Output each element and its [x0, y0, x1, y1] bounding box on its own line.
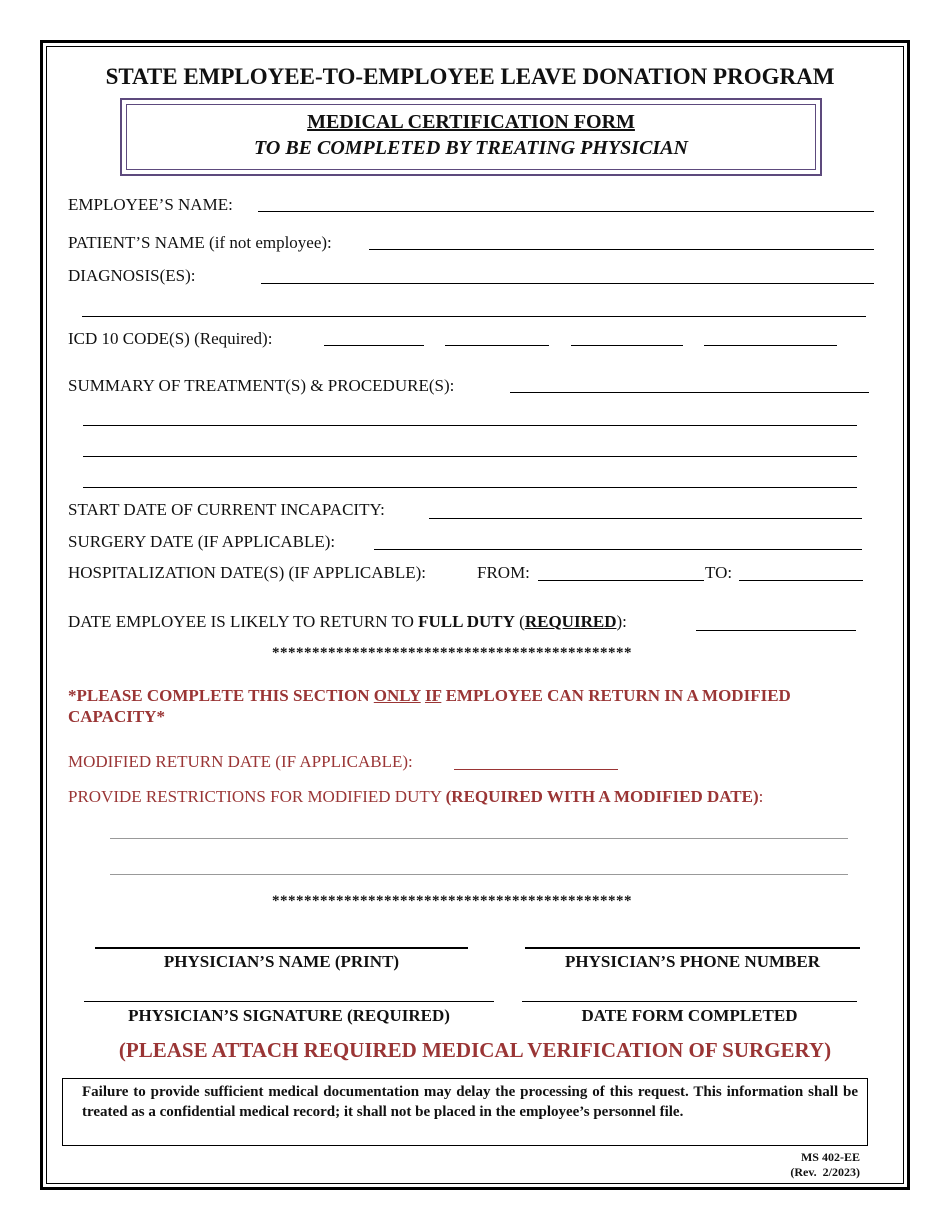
summary-label: SUMMARY OF TREATMENT(S) & PROCEDURE(S): [68, 376, 455, 395]
start-date-field[interactable] [429, 518, 862, 519]
form-number-block [790, 1150, 860, 1180]
date-completed-label: DATE FORM COMPLETED [581, 1006, 798, 1025]
employee-name-field[interactable] [258, 211, 874, 212]
physician-phone-field[interactable] [525, 947, 860, 949]
icd-code-field-2[interactable] [445, 345, 549, 346]
diagnosis-field-line-2[interactable] [82, 316, 866, 317]
separator-2: ********************************************* [272, 893, 632, 909]
physician-phone-label: PHYSICIAN’S PHONE NUMBER [564, 952, 821, 971]
physician-signature-field[interactable] [84, 1001, 494, 1002]
patient-name-label: PATIENT’S NAME (if not employee): [68, 233, 332, 252]
full-duty-return-field[interactable] [696, 630, 856, 631]
modified-note-text-2: EMPLOYEE CAN RETURN IN A MODIFIED [441, 686, 791, 705]
restrictions-colon: : [758, 787, 764, 806]
hospitalization-from-label: FROM: [477, 563, 530, 582]
separator-1: ********************************************* [272, 645, 632, 661]
restrictions-field-line-1[interactable] [110, 838, 848, 839]
modified-note-only: ONLY [373, 686, 421, 705]
physician-name-field[interactable] [95, 947, 468, 949]
modified-note-if: IF [424, 686, 442, 705]
summary-field[interactable] [510, 392, 869, 393]
modified-note-line-2: CAPACITY* [68, 707, 165, 726]
attach-notice: (PLEASE ATTACH REQUIRED MEDICAL VERIFICATION OF SURGERY) [118, 1038, 832, 1062]
date-completed-field[interactable] [522, 1001, 857, 1002]
physician-signature-label: PHYSICIAN’S SIGNATURE (REQUIRED) [128, 1006, 450, 1025]
restrictions-prefix: PROVIDE RESTRICTIONS FOR MODIFIED DUTY [68, 787, 446, 806]
full-duty-return-label [68, 612, 627, 632]
summary-field-line-2[interactable] [83, 425, 857, 426]
hospitalization-from-field[interactable] [538, 580, 704, 581]
patient-name-field[interactable] [369, 249, 874, 250]
hospitalization-label: HOSPITALIZATION DATE(S) (IF APPLICABLE): [68, 563, 426, 582]
disclaimer-text: Failure to provide sufficient medical documentation may delay the processing of this request. This information shall be treated as a confidential medical record; it shall not be placed in the employee’s personnel file. [82, 1084, 858, 1120]
form-revision: (Rev. 2/2023) [790, 1165, 860, 1179]
diagnosis-label: DIAGNOSIS(ES): [68, 266, 196, 285]
form-instruction: TO BE COMPLETED BY TREATING PHYSICIAN [254, 137, 688, 159]
start-date-label: START DATE OF CURRENT INCAPACITY: [68, 500, 385, 519]
diagnosis-field[interactable] [261, 283, 874, 284]
summary-field-line-4[interactable] [83, 487, 857, 488]
icd-codes-label: ICD 10 CODE(S) (Required): [68, 329, 273, 348]
hospitalization-to-field[interactable] [739, 580, 863, 581]
physician-name-label: PHYSICIAN’S NAME (PRINT) [163, 952, 400, 971]
hospitalization-to-label: TO: [705, 563, 733, 582]
restrictions-field-line-2[interactable] [110, 874, 848, 875]
full-duty-emphasis: FULL DUTY [418, 612, 515, 631]
full-duty-required: REQUIRED [524, 612, 617, 631]
full-duty-paren-open: ( [514, 612, 525, 631]
form-title: STATE EMPLOYEE-TO-EMPLOYEE LEAVE DONATION PROGRAM [105, 64, 835, 89]
summary-field-line-3[interactable] [83, 456, 857, 457]
restrictions-required: (REQUIRED WITH A MODIFIED DATE) [445, 787, 759, 806]
modified-note-text: *PLEASE COMPLETE THIS SECTION [68, 686, 374, 705]
restrictions-label [68, 787, 763, 807]
modified-return-date-field[interactable] [454, 769, 618, 770]
employee-name-label: EMPLOYEE’S NAME: [68, 195, 233, 214]
surgery-date-field[interactable] [374, 549, 862, 550]
form-subtitle: MEDICAL CERTIFICATION FORM [307, 111, 635, 133]
form-number: MS 402-EE [800, 1150, 860, 1164]
full-duty-paren-close: ): [616, 612, 627, 631]
icd-code-field-3[interactable] [571, 345, 683, 346]
icd-code-field-4[interactable] [704, 345, 837, 346]
modified-note-line-1 [68, 686, 791, 706]
icd-code-field-1[interactable] [324, 345, 424, 346]
full-duty-return-prefix: DATE EMPLOYEE IS LIKELY TO RETURN TO [68, 612, 419, 631]
modified-return-date-label: MODIFIED RETURN DATE (IF APPLICABLE): [68, 752, 413, 771]
surgery-date-label: SURGERY DATE (IF APPLICABLE): [68, 532, 336, 551]
